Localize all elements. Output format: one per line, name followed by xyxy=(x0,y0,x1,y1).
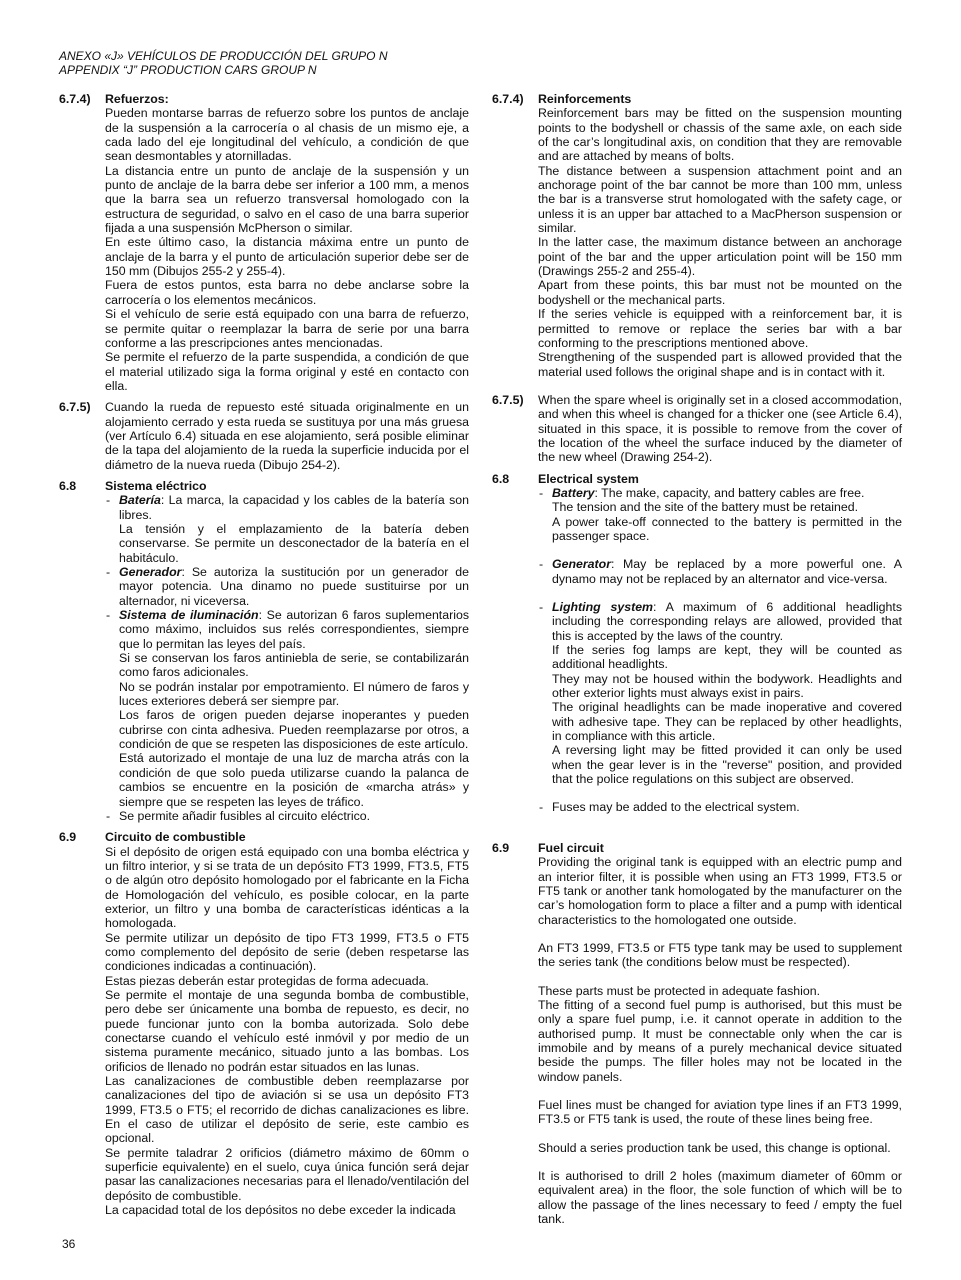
item-term: Generator xyxy=(552,557,611,572)
section-title: Refuerzos: xyxy=(105,92,169,106)
list-item-fuses xyxy=(105,809,469,823)
header-spanish: ANEXO «J» VEHÍCULOS DE PRODUCCIÓN DEL GRUPO N xyxy=(59,49,388,63)
paragraph: Providing the original tank is equipped with an electric pump and an interior filter, it is possible when using an FT3 1999, FT3.5 or FT5 tank or another tank homologated by the manufacturer on the car’s homologation form to place a filter and a pump with identical characteristics to the homologated one outside. xyxy=(538,855,902,927)
dash-bullet: - xyxy=(539,557,544,572)
dash-bullet: - xyxy=(106,565,111,579)
paragraph: The fitting of a second fuel pump is authorised, but this must be only a spare fuel pump, i.e. it cannot operate in addition to the authorised pump. It must be connectable only when the car is immobile and by means of a purely mechanical device situated beside the pumps. The filler holes may not be located in the window panels. xyxy=(538,997,902,1084)
paragraph: In the latter case, the maximum distance between an anchorage point of the bar and the upper articulation point will be 150 mm (Drawings 255-2 and 255-4). xyxy=(538,235,902,279)
es-section-6-7-5 xyxy=(59,400,469,472)
header-english: APPENDIX “J” PRODUCTION CARS GROUP N xyxy=(59,63,317,77)
item-text: : A maximum of 6 additional headlights including the corresponding relays are allowed, provided that this is accepted by the laws of the country. xyxy=(552,600,902,643)
list-item-generator xyxy=(538,557,902,586)
paragraph: Cuando la rueda de repuesto esté situada originalmente en un alojamiento cerrado y esta rueda se sustituya por una más gruesa (ver Artículo 6.4) situada en ese alojamiento, será posible eliminar de la tapa del alojamiento de la rueda la superficie inducida por el diámetro de la nueva rueda (Dibujo 254-2). xyxy=(105,400,469,472)
paragraph: Se permite el refuerzo de la parte suspendida, a condición de que el material utilizado siga la forma original y esté en contacto con ella. xyxy=(105,350,469,393)
section-number: 6.9 xyxy=(492,840,510,855)
paragraph: La distancia entre un punto de anclaje de la suspensión y un punto de anclaje de la barra debe ser inferior a 100 mm, a menos que la barra sea un refuerzo transversal homologado con la estructura de seguridad, o salvo en el caso de una barra superior fijada a una suspensión McPherson o similar. xyxy=(105,163,469,236)
section-number: 6.7.4) xyxy=(492,92,524,106)
paragraph: No se podrán instalar por empotramiento. El número de faros y luces exteriores deberá ser siempre par. xyxy=(119,679,469,709)
item-text: Se permite añadir fusibles al circuito eléctrico. xyxy=(119,808,371,823)
item-text: : The make, capacity, and battery cables are free. xyxy=(594,485,865,500)
dash-bullet: - xyxy=(539,600,544,614)
paragraph: Reinforcement bars may be fitted on the suspension mounting points to the bodyshell or chassis of the same axle, on each side of the car’s longitudinal axis, on condition that they are removable and are attached by means of bolts. xyxy=(538,106,902,164)
paragraph: When the spare wheel is originally set in a closed accommodation, and when this wheel is changed for a thicker one (see Article 6.4), situated in this space, it is possible to remove from the cover of the location of the wheel the surface induced by the diameter of the new wheel (Drawing 254-2). xyxy=(538,392,902,465)
list-item-lighting xyxy=(538,600,902,786)
paragraph: An FT3 1999, FT3.5 or FT5 type tank may be used to supplement the series tank (the conditions below must be respected). xyxy=(538,940,902,970)
section-title: Circuito de combustible xyxy=(105,830,246,845)
list-item-fuses xyxy=(538,800,902,814)
section-number: 6.7.5) xyxy=(492,392,524,407)
paragraph: A power take-off connected to the battery is permitted in the passenger space. xyxy=(552,514,902,543)
english-column xyxy=(492,92,902,1226)
running-header xyxy=(59,49,388,77)
en-section-6-7-5 xyxy=(492,393,902,465)
paragraph: Strengthening of the suspended part is allowed provided that the material used follows the original shape and is in contact with it. xyxy=(538,350,902,379)
list-item-battery xyxy=(105,493,469,565)
item-term: Lighting system xyxy=(552,600,654,614)
dash-bullet: - xyxy=(106,608,111,623)
paragraph: If the series fog lamps are kept, they will be counted as additional headlights. xyxy=(552,643,902,672)
item-term: Batería xyxy=(119,493,161,508)
paragraph: Los faros de origen pueden dejarse inoperantes y pueden cubrirse con cinta adhesiva. Pueden reemplazarse por otros, a condición de que se respeten las disposiciones de este artículo. xyxy=(119,708,469,752)
paragraph: The distance between a suspension attachment point and an anchorage point of the bar cannot be more than 100 mm, unless the bar is a transverse strut homologated with the safety cage, or unless it is an upper bar attached to a MacPherson suspension or similar. xyxy=(538,163,902,236)
item-text: Fuses may be added to the electrical system. xyxy=(552,800,800,815)
paragraph: If the series vehicle is equipped with a reinforcement bar, it is permitted to remove or replace the series bar with a bar conforming to the prescriptions mentioned above. xyxy=(538,307,902,350)
paragraph: La capacidad total de los depósitos no debe exceder la indicada xyxy=(105,1203,456,1218)
list-item-lighting xyxy=(105,608,469,809)
paragraph: They may not be housed within the bodywork. Headlights and other exterior lights must always exist in pairs. xyxy=(552,671,902,701)
spanish-column xyxy=(59,92,469,1217)
section-number: 6.8 xyxy=(492,471,510,486)
item-text: : Se autoriza la sustitución por un generador de mayor potencia. Una dinamo no puede sustituirse por un alternador, ni viceversa. xyxy=(119,565,469,608)
es-section-6-8 xyxy=(59,479,469,823)
section-number: 6.7.5) xyxy=(59,400,91,415)
es-section-6-9 xyxy=(59,830,469,1217)
paragraph: Se permite taladrar 2 orificios (diámetro máximo de 60mm o superficie equivalente) en el suelo, cuya única función será dejar pasar las canalizaciones necesarias para el llenado/ventilación del depósito de combustible. xyxy=(105,1145,469,1203)
section-number: 6.8 xyxy=(59,478,77,493)
en-section-6-9 xyxy=(492,841,902,1227)
dash-bullet: - xyxy=(106,493,111,508)
paragraph: It is authorised to drill 2 holes (maximum diameter of 60mm or equivalent area) in the floor, the sole function of which will be to allow the passage of the lines necessary to feed / empty the fuel tank. xyxy=(538,1169,902,1227)
section-title: Reinforcements xyxy=(538,92,632,106)
paragraph: Las canalizaciones de combustible deben reemplazarse por canalizaciones del tipo de aviación si se usa un depósito FT3 1999, FT3.5 o FT5; el recorrido de dichas canalizaciones es libre. En el caso de utilizar el depósito de serie, este cambio es opcional. xyxy=(105,1074,469,1146)
paragraph: Pueden montarse barras de refuerzo sobre los puntos de anclaje de la suspensión a la carrocería o al chasis de un mismo eje, a cada lado del eje longitudinal del vehículo, a condición de que sean desmontables y atornilladas. xyxy=(105,106,469,164)
paragraph: En este último caso, la distancia máxima entre un punto de anclaje de la barra y el punto de articulación superior debe ser de 150 mm (Dibujos 255-2 y 255-4). xyxy=(105,235,469,279)
paragraph: Estas piezas deberán estar protegidas de forma adecuada. xyxy=(105,973,429,988)
paragraph: Se permite utilizar un depósito de tipo FT3 1999, FT3.5 o FT5 como complemento del depósito de serie (deben respetarse las condiciones indicadas a continuación). xyxy=(105,930,469,974)
paragraph: These parts must be protected in adequate fashion. xyxy=(538,983,821,998)
paragraph: Si el depósito de origen está equipado con una bomba eléctrica y un filtro interior, y si se trata de un depósito FT3 1999, FT3.5, FT5 o de algún otro depósito homologado por el fabricante en la Ficha de Homologación del vehículo, es posible colocar, en la parte exterior, un filtro y una bomba de características idénticas a la homologada. xyxy=(105,844,469,931)
es-section-6-7-4 xyxy=(59,92,469,393)
paragraph: Apart from these points, this bar must not be mounted on the bodyshell or the mechanical parts. xyxy=(538,278,902,307)
list-item-generator xyxy=(105,565,469,608)
paragraph: Should a series production tank be used, this change is optional. xyxy=(538,1140,891,1155)
dash-bullet: - xyxy=(539,800,544,815)
paragraph: Fuel lines must be changed for aviation type lines if an FT3 1999, FT3.5 or FT5 tank is used, the route of these lines being free. xyxy=(538,1097,902,1127)
paragraph: The tension and the site of the battery must be retained. xyxy=(552,500,859,515)
item-term: Generador xyxy=(119,565,182,579)
dash-bullet: - xyxy=(106,808,111,823)
paragraph: The original headlights can be made inoperative and covered with adhesive tape. They can be replaced by other headlights, in compliance with this article. xyxy=(552,700,902,744)
paragraph: A reversing light may be fitted provided it can only be used when the gear lever is in the "reverse" position, and provided that the police regulations on this subject are observed. xyxy=(552,743,902,787)
item-text: : La marca, la capacidad y los cables de la batería son libres. xyxy=(119,493,469,522)
page-number: 36 xyxy=(62,1237,76,1251)
paragraph: La tensión y el emplazamiento de la batería deben conservarse. Se permite un desconectador de la batería en el habitáculo. xyxy=(119,521,469,565)
section-number: 6.7.4) xyxy=(59,92,91,106)
item-text: : May be replaced by a more powerful one. A dynamo may not be replaced by an alternator and vice-versa. xyxy=(552,557,902,586)
paragraph: Se permite el montaje de una segunda bomba de combustible, pero debe ser únicamente una bomba de repuesto, es decir, no puede funcionar junto con la bomba autorizada. Solo debe conectarse cuando el vehículo esté inmóvil y por medio de un sistema puramente mecánico, situado junto a las bombas. Los orificios de llenado no podrán estar situados en las lunas. xyxy=(105,987,469,1074)
paragraph: Está autorizado el montaje de una luz de marcha atrás con la condición de que solo pueda utilizarse cuando la palanca de cambios se encuentre en la posición de «marcha atrás» y siempre que se respeten las leyes de tráfico. xyxy=(119,751,469,809)
item-term: Sistema de iluminación xyxy=(119,608,259,623)
en-section-6-7-4 xyxy=(492,92,902,379)
section-title: Electrical system xyxy=(538,471,639,486)
section-title: Sistema eléctrico xyxy=(105,478,207,493)
section-title: Fuel circuit xyxy=(538,840,604,855)
en-section-6-8 xyxy=(492,472,902,815)
item-text: : Se autorizan 6 faros suplementarios como máximo, incluidos sus relés correspondientes, siempre que lo permitan las leyes del país. xyxy=(119,608,469,651)
list-item-battery xyxy=(538,486,902,543)
item-term: Battery xyxy=(552,485,595,500)
section-number: 6.9 xyxy=(59,830,77,845)
paragraph: Fuera de estos puntos, esta barra no debe anclarse sobre la carrocería o los elementos mecánicos. xyxy=(105,278,469,307)
paragraph: Si el vehículo de serie está equipado con una barra de refuerzo, se permite quitar o reemplazar la barra de serie por una barra conforme a las prescripciones antes mencionadas. xyxy=(105,307,469,350)
dash-bullet: - xyxy=(539,485,544,500)
paragraph: Si se conservan los faros antiniebla de serie, se contabilizarán como faros adicionales. xyxy=(119,651,469,680)
